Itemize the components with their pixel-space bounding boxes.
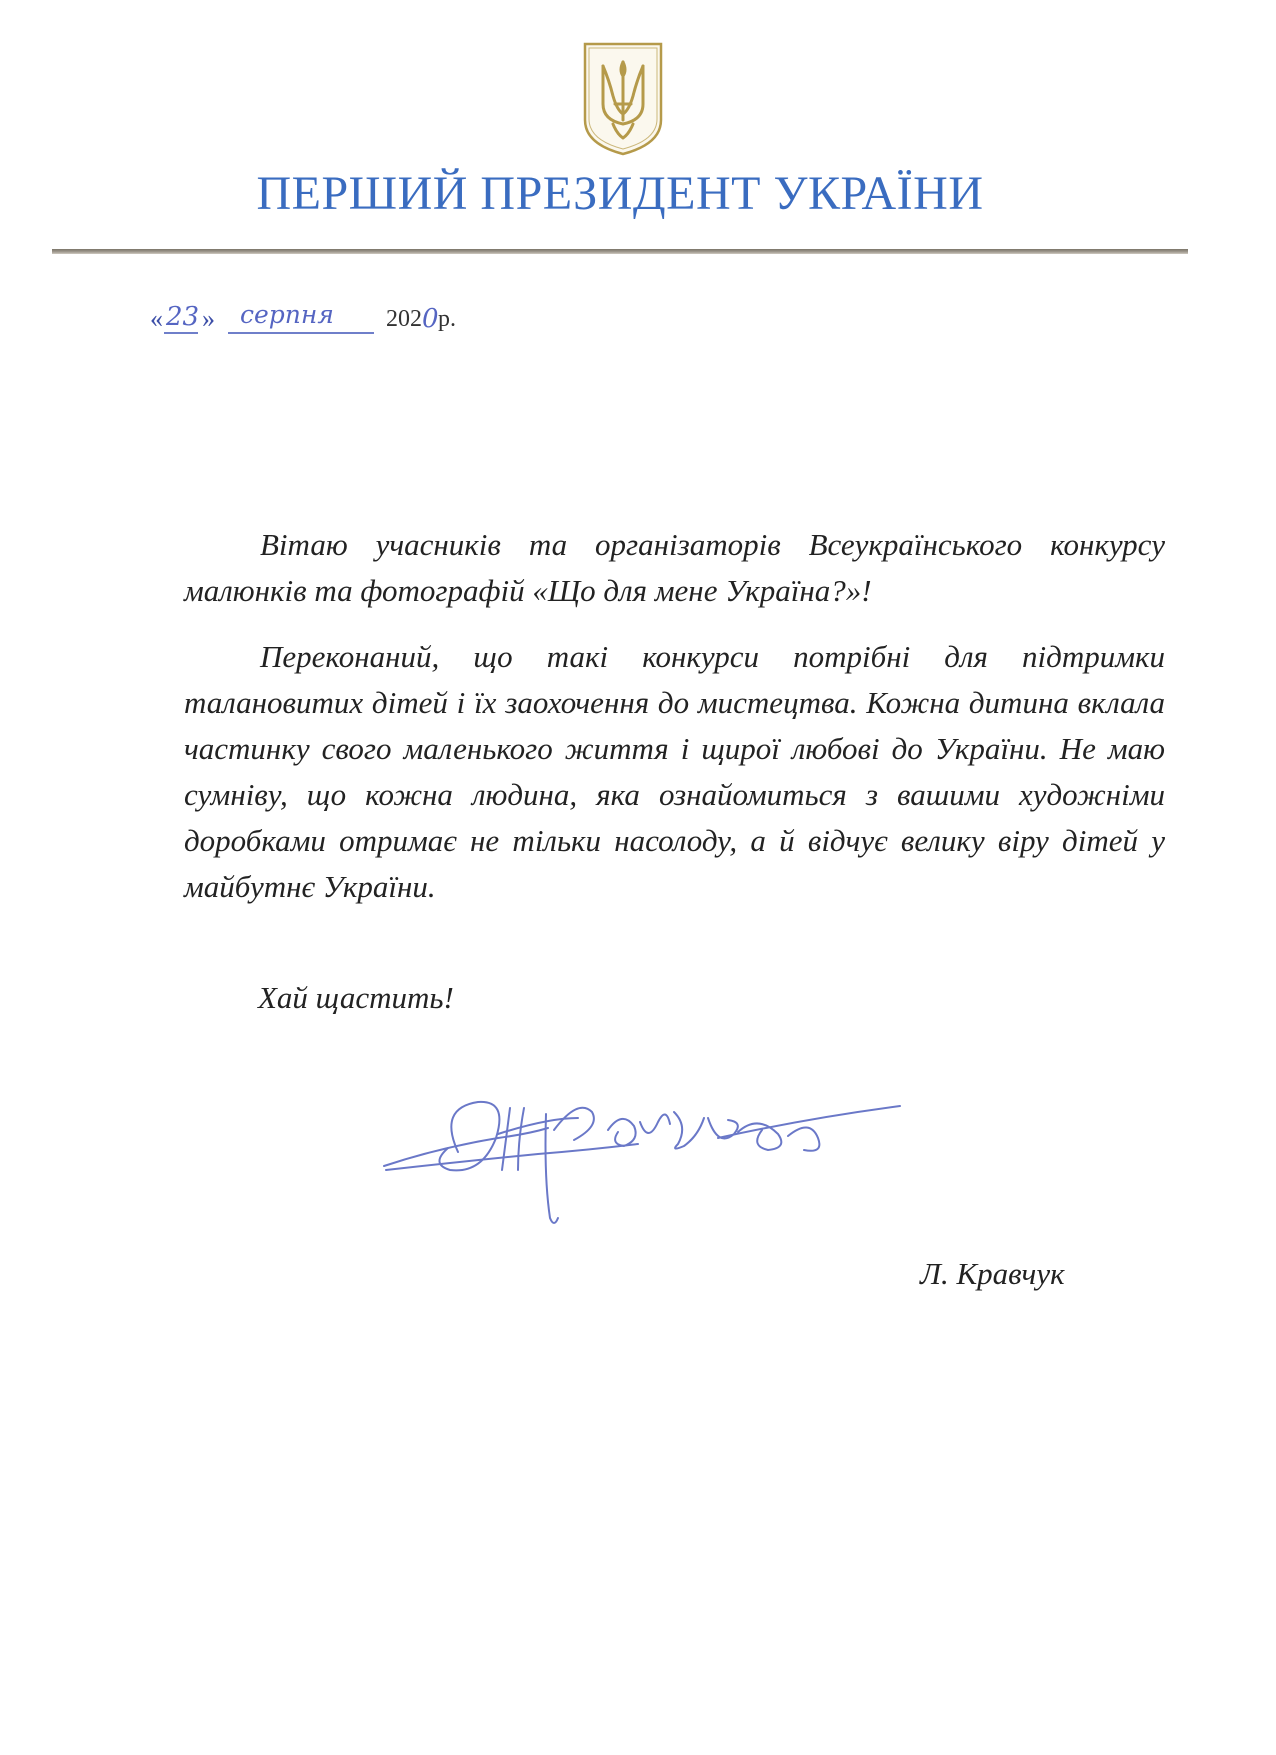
header-divider: [52, 249, 1188, 254]
handwritten-signature: [378, 1078, 908, 1228]
trident-emblem-icon: [579, 40, 667, 158]
date-year-prefix: 202: [386, 306, 422, 332]
date-year-suffix: 0: [422, 304, 439, 334]
date-open-quote: «: [150, 304, 163, 333]
signer-name: Л. Кравчук: [920, 1256, 1065, 1291]
date-close-quote: »: [202, 304, 215, 333]
organization-title: ПЕРШИЙ ПРЕЗИДЕНТ УКРАЇНИ: [256, 167, 984, 220]
day-underline: [164, 332, 198, 334]
greeting-paragraph: Вітаю учасників та організаторів Всеукраїнського конкурсу малюнків та фотографій «Що для мене Україна?»!: [184, 527, 1165, 608]
date-day: 23: [166, 302, 200, 332]
month-underline: [228, 332, 374, 334]
date-month: серпня: [240, 300, 334, 329]
main-paragraph: Переконаний, що такі конкурси потрібні для підтримки талановитих дітей і їх заохочення до мистецтва. Кожна дитина вклала частинку свого маленького життя і щирої любові до України. Не маю сумніву, що кожна людина, яка ознайомиться з вашими художніми доробками отримає не тільки насолоду, а й відчує велику віру дітей у майбутнє України.: [184, 639, 1165, 904]
closing-line: Хай щастить!: [258, 980, 454, 1015]
letter-date: [150, 300, 510, 340]
date-year-mark: р.: [438, 306, 456, 332]
